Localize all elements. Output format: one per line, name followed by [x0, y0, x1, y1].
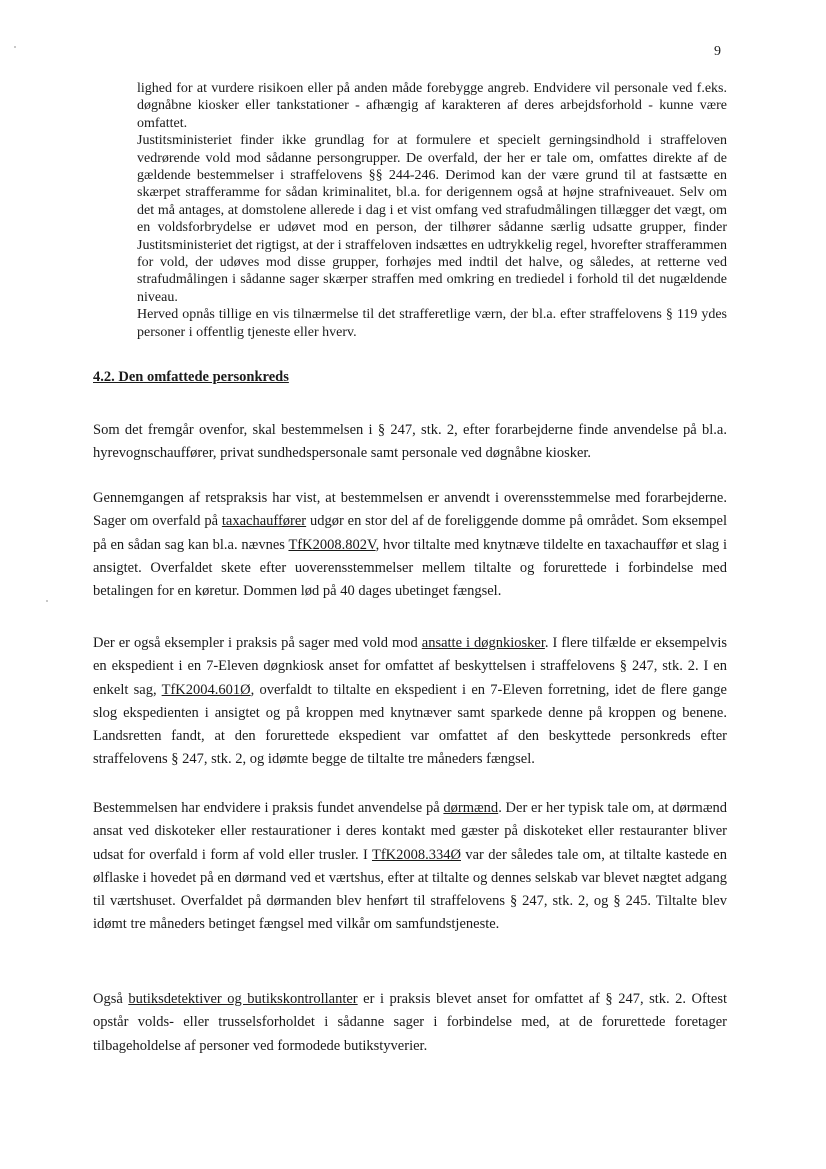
- underlined-term-store-detectives: butiksdetektiver og butikskontrollanter: [128, 991, 358, 1007]
- paragraph-text: Også: [93, 991, 129, 1007]
- case-reference-tfk2008-334o: TfK2008.334Ø: [371, 846, 461, 863]
- scan-speck: [46, 600, 48, 602]
- quote-paragraph: Herved opnås tillige en vis tilnærmelse til det strafferetlige værn, der bl.a. efter straffelovens § 119 ydes personer i offentlig tjeneste eller hverv.: [137, 307, 727, 340]
- paragraph-text: Bestemmelsen har endvidere i praksis fundet anvendelse på: [93, 800, 444, 816]
- paragraph-text: Der er også eksempler i praksis på sager med vold mod: [93, 635, 422, 651]
- underlined-term-kiosk-employees: ansatte i døgnkiosker: [421, 635, 545, 651]
- section-heading: 4.2. Den omfattede personkreds: [93, 369, 289, 385]
- paragraph-text: , overfaldt to tiltalte en ekspedient i en 7-Eleven forretning, idet de flere gange slog ekspedienten i ansigtet og på kroppen med knytnæver samt sparkede denne på kroppen og benene. Landsretten fandt, at den forurettede ekspedient var omfattet af den beskyttede personkreds efter straffelovens § 247, stk. 2, og idømte begge de tiltalte tre måneders fængsel.: [93, 681, 727, 768]
- paragraph-kiosk-employees: [93, 632, 727, 772]
- paragraph-store-detectives: [93, 988, 727, 1058]
- case-reference-tfk2004-601o: TfK2004.601Ø: [161, 681, 251, 698]
- page-number: 9: [714, 44, 721, 59]
- quote-paragraph: Justitsministeriet finder ikke grundlag for at formulere et specielt gerningsindhold i straffeloven vedrørende vold mod sådanne persongrupper. De overfald, der her er tale om, omfattes direkte af de gældende bestemmelser i straffelovens §§ 244-246. Derimod kan der være grund til at fastsætte en skærpet strafferamme for sådan kriminalitet, bl.a. for derigennem også at højne strafniveauet. Selv om det må antages, at domstolene allerede i dag i et vist omfang ved strafudmålingen tillægger det vægt, om en voldsforbrydelse er udøvet mod en person, der tilhører sådanne særlig udsatte grupper, finder Justitsministeriet det rigtigst, at der i straffeloven indsættes en udtrykkelig regel, hvorefter strafferammen for vold, der udøves mod disse grupper, forhøjes med indtil det halve, og således, at retterne ved strafudmålingen i sådanne sager skærper straffen med omkring en trediedel i forhold til det nugældende niveau.: [137, 133, 727, 305]
- paragraph-text: Gennemgangen af retspraksis har vist, at bestemmelsen er anvendt i overensstemmelse med forarbejderne. Sager om overfald på: [93, 490, 727, 530]
- paragraph-text: . Der er her typisk tale om, at dørmænd ansat ved diskoteker eller restaurationer i deres kontakt med gæster på diskoteket eller restauranter bliver udsat for overfald i form af vold eller trusler. I: [93, 800, 728, 863]
- paragraph-text: , hvor tiltalte med knytnæve tildelte en taxachauffør et slag i ansigtet. Overfaldet skete efter uoverensstemmelser mellem tiltalte og forurettede i forbindelse med betalingen for en køretur. Dommen lød på 40 dages ubetinget fængsel.: [93, 536, 727, 600]
- quoted-legislative-text: [137, 80, 727, 341]
- case-reference-tfk2008-802v: TfK2008.802V: [288, 536, 376, 553]
- paragraph-text: var der således tale om, at tiltalte kastede en ølflaske i hovedet på en dørmand ved et værtshus, efter at tiltalte og dennes selskab var blevet nægtet adgang til værtshuset. Overfaldet på dørmanden blev henført til straffelovens § 247, stk. 2, og § 245. Tiltalte blev idømt tre måneders betinget fængsel med vilkår om samfundstjeneste.: [93, 846, 727, 933]
- scan-speck: [14, 46, 16, 48]
- paragraph-text: udgør en stor del af de foreliggende domme på området. Som eksempel på en sådan sag kan bl.a. nævnes: [93, 513, 727, 553]
- paragraph-text: . I flere tilfælde er eksempelvis en ekspedient i en 7-Eleven døgnkiosk anset for omfattet af beskyttelsen i straffelovens § 247, stk. 2. I en enkelt sag,: [93, 635, 728, 698]
- underlined-term-taxi-drivers: taxachauffører: [221, 513, 307, 530]
- paragraph-taxi-drivers: [93, 487, 727, 603]
- paragraph-text: er i praksis blevet anset for omfattet af § 247, stk. 2. Oftest opstår volds- eller trusselsforholdet i sådanne sager i forbindelse med, at de forurettede foretager tilbageholdelse af personer ved formodede butikstyverier.: [93, 991, 727, 1054]
- paragraph-doormen: [93, 797, 727, 937]
- paragraph-text: Som det fremgår ovenfor, skal bestemmelsen i § 247, stk. 2, efter forarbejderne finde anvendelse på bl.a. hyrevognschauffører, privat sundhedspersonale samt personale ved døgnåbne kiosker.: [93, 422, 727, 462]
- quote-paragraph: lighed for at vurdere risikoen eller på anden måde forebygge angreb. Endvidere vil personale ved f.eks. døgnåbne kiosker eller tankstationer - afhængig af karakteren af deres arbejdsforhold - kunne være omfattet.: [137, 81, 727, 131]
- underlined-term-doormen: dørmænd: [443, 800, 499, 816]
- paragraph-scope: [93, 419, 727, 466]
